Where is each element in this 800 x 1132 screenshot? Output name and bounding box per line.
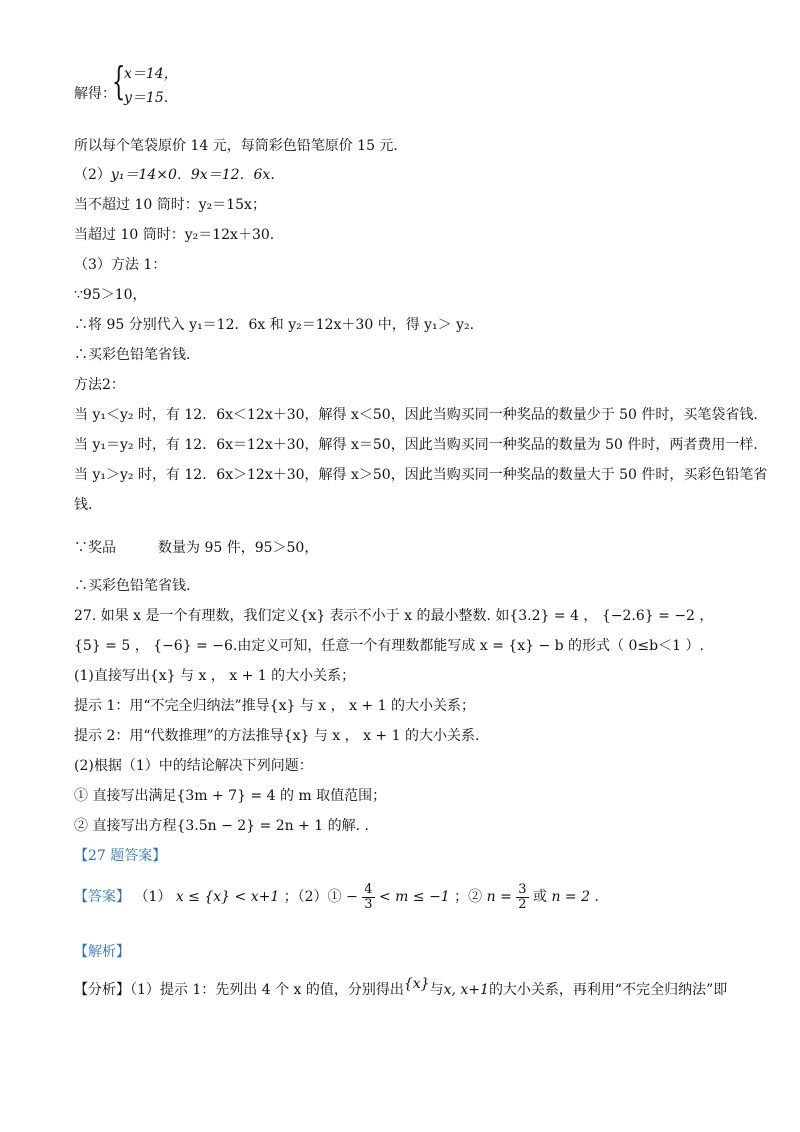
answer-part1: （1） [134,889,172,905]
method2-line3-cont: 钱. [74,497,93,513]
method2-line3: 当 y₁＞y₂ 时，有 12．6x＞12x＋30，解得 x＞50，因此当购买同一种奖品的数量大于 50 件时，买彩色铅笔省 [74,467,768,483]
fraction-den: 3 [364,896,373,912]
fraction-four-thirds [362,883,374,912]
answer-sep2: ；② [454,889,483,905]
analysis-text2: 与 [429,982,444,998]
q27-line4: 提示 1：用“不完全归纳法”推导{x} 与 x ， x + 1 的大小关系； [74,698,475,714]
q27-line8: ② 直接写出方程{3.5n − 2} = 2n + 1 的解. . [74,818,369,834]
q27-line2: {5} = 5 ， {−6} = −6.由定义可知，任意一个有理数都能写成 x = {x} − b 的形式（ 0≤b＜1 ）. [74,638,704,654]
analysis-line [74,976,728,998]
answer-end: . [594,889,599,905]
method2-line1: 当 y₁＜y₂ 时，有 12．6x＜12x＋30，解得 x＜50，因此当购买同一种奖品的数量少于 50 件时，买笔袋省钱. [74,407,758,423]
q27-line6: (2)根据（1）中的结论解决下列问题： [74,758,313,774]
part3-heading: （3）方法 1： [74,257,167,273]
q27-line1: 27. 如果 x 是一个有理数，我们定义{x} 表示不小于 x 的最小整数. 如{3.2} = 4 ， {−2.6} = −2 ， [74,608,714,624]
answer-label: 【答案】 [74,889,130,905]
fraction-three-halves [516,883,528,912]
analysis-label: 【分析】 [74,982,130,998]
part2-le10-line: 当不超过 10 筒时：y₂＝15x； [74,197,266,213]
fraction-den: 2 [518,896,527,912]
part2-y1-line [74,167,275,183]
system-brace: { [112,59,126,103]
part2-y1-eq: y₁＝14×0．9x＝12．6x. [110,167,275,183]
method2-line2: 当 y₁＝y₂ 时，有 12．6x＝12x＋30，解得 x＝50，因此当购买同一种奖品的数量为 50 件时，两者费用一样. [74,437,758,453]
answer-sep1: ；（2）① [283,889,342,905]
fraction-num: 3 [518,881,527,897]
method2-heading: 方法2： [74,377,125,393]
answer-n2: n = 2 [551,889,591,905]
analysis-text3: 的大小关系，再利用“不完全归纳法”即 [488,982,728,998]
part3-because: ∵95＞10， [74,287,147,303]
answer-line [74,880,599,914]
method2-because: ∵奖品 数量为 95 件，95＞50， [74,540,319,556]
answer-or: 或 [533,889,548,905]
answer-ineq2: < m ≤ −1 [378,889,450,905]
analysis-text1: （1）提示 1：先列出 4 个 x 的值，分别得出 [130,982,404,998]
method2-result: ∴买彩色铅笔省钱. [74,578,191,594]
fraction-num: 4 [364,881,373,897]
answer-n-eq: n = [486,889,512,905]
answer-minus: − [346,889,358,905]
conclusion-line: 所以每个笔袋原价 14 元，每筒彩色铅笔原价 15 元. [74,138,398,154]
analysis-section-tag: 【解析】 [74,944,130,960]
q27-line5: 提示 2：用“代数推理”的方法推导{x} 与 x ， x + 1 的大小关系. [74,728,480,744]
part2-gt10-line: 当超过 10 筒时：y₂＝12x＋30. [74,227,275,243]
system-x: x＝14， [124,66,178,82]
answer-section-tag: 【27 题答案】 [74,848,167,864]
q27-line7: ① 直接写出满足{3m + 7} = 4 的 m 取值范围； [74,788,387,804]
part3-substitute: ∴将 95 分别代入 y₁＝12．6x 和 y₂＝12x＋30 中，得 y₁＞ y₂. [74,317,475,333]
answer-ineq1: x ≤ {x} < x+1 [175,889,280,905]
jiede-label: 解得： [74,86,116,102]
q27-line3: (1)直接写出{x} 与 x ， x + 1 的大小关系； [74,668,356,684]
analysis-sym2: x, x+1 [443,982,489,998]
system-y: y＝15. [124,90,169,106]
part3-result: ∴买彩色铅笔省钱. [74,347,191,363]
part2-prefix: （2） [74,167,111,183]
analysis-sym: {x} [403,976,430,992]
